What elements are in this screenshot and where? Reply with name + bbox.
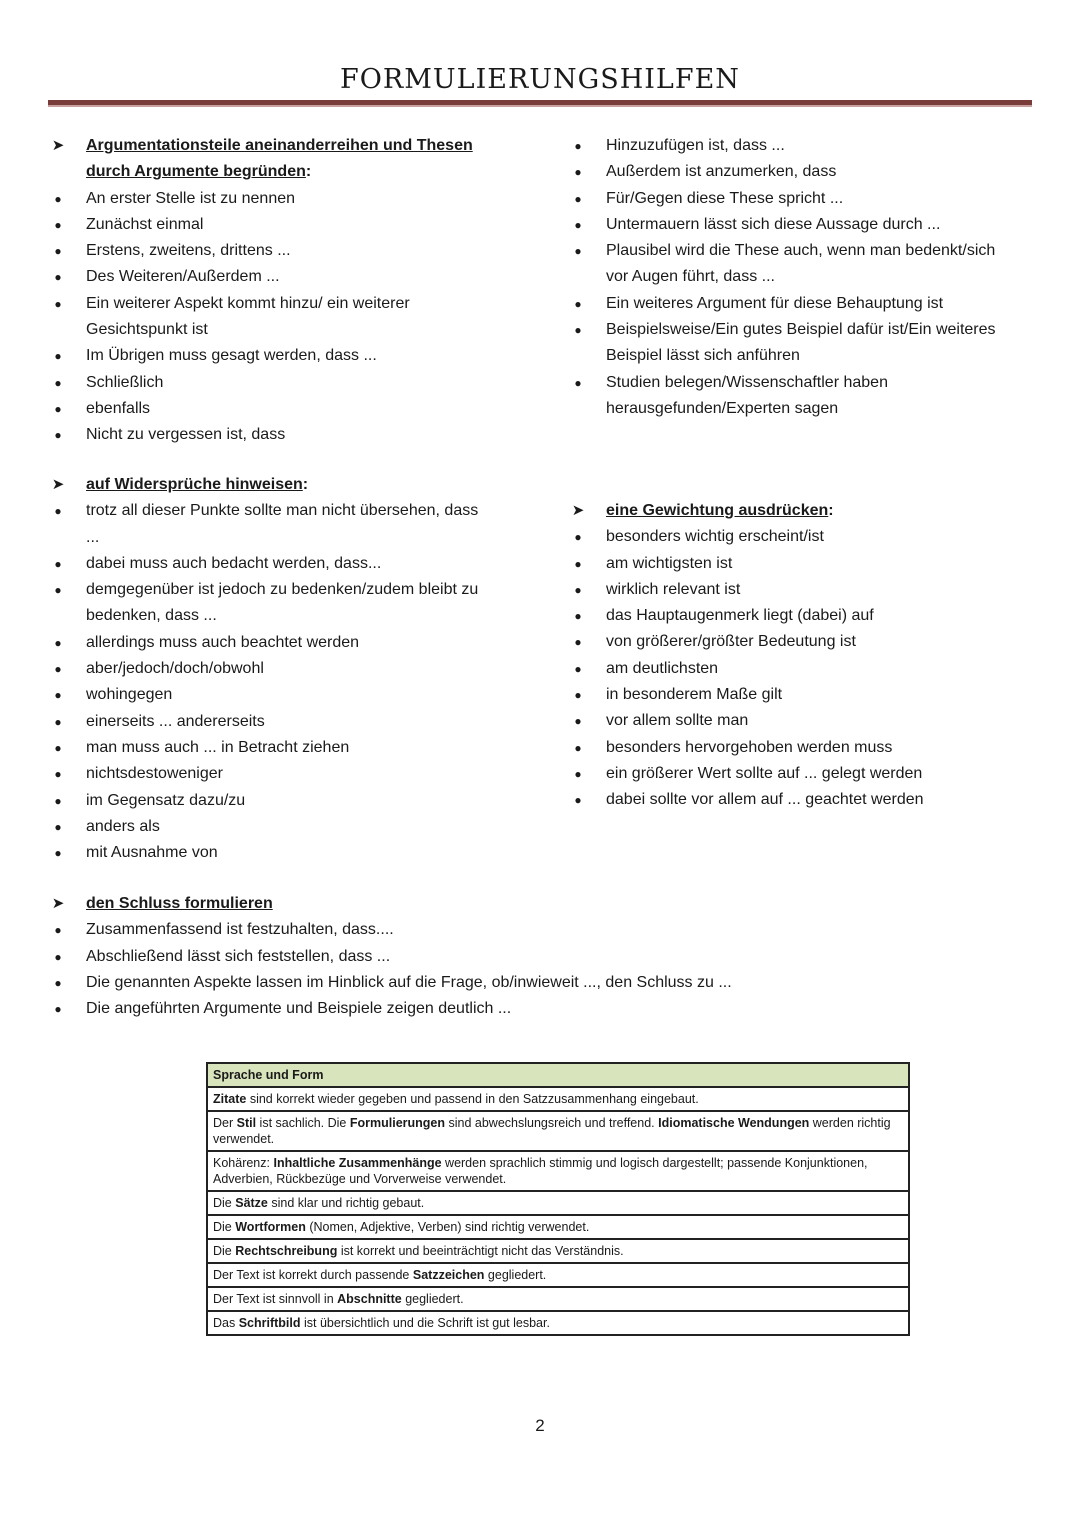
bullet-icon: ● (54, 793, 62, 808)
table-row (208, 1110, 908, 1150)
table-cell-text: werden richtig verwendet. (213, 1116, 891, 1146)
list-item-text: aber/jedoch/doch/obwohl (86, 660, 264, 678)
bullet-icon: ● (54, 1002, 62, 1017)
page-number: 2 (535, 1416, 545, 1435)
list-item (50, 525, 530, 551)
list-item (50, 917, 1030, 943)
bullet-icon: ● (574, 217, 582, 232)
bullet-icon: ● (54, 949, 62, 964)
list-item-text: demgegenüber ist jedoch zu bedenken/zudem bleibt zu (86, 581, 479, 599)
table-cell-text: Stil (236, 1116, 257, 1130)
bullet-icon: ● (54, 296, 62, 311)
list-item (50, 944, 1030, 970)
list-item-text: Nicht zu vergessen ist, dass (86, 426, 286, 444)
list-item-text: man muss auch ... in Betracht ziehen (86, 738, 350, 756)
list-item (50, 264, 530, 290)
bullet-icon: ● (574, 244, 582, 259)
bullet-icon: ● (54, 975, 62, 990)
list-item-text: Beispiel lässt sich anführen (606, 347, 800, 365)
list-item-text: von größerer/größter Bedeutung ist (606, 633, 856, 651)
list-item (570, 291, 1040, 317)
list-item-text: ... (86, 528, 100, 546)
list-item-text: herausgefunden/Experten sagen (606, 399, 839, 417)
list-item-text: trotz all dieser Punkte sollte man nicht übersehen, dass (86, 502, 479, 520)
bullet-icon: ● (54, 556, 62, 571)
bullet-icon: ● (574, 556, 582, 571)
list-item (50, 291, 530, 317)
list-item-text: Abschließend lässt sich feststellen, dass ... (86, 947, 391, 965)
bullet-icon: ● (54, 846, 62, 861)
list-item (570, 656, 1040, 682)
list-item-text: ebenfalls (86, 399, 151, 417)
table-cell-text: Das (213, 1316, 239, 1330)
bullet-icon: ● (574, 740, 582, 755)
list-item (50, 814, 530, 840)
list-item-text: Die genannten Aspekte lassen im Hinblick auf die Frage, ob/inwieweit ..., den Schluss zu ... (86, 973, 732, 991)
table-cell-text: Der Text ist sinnvoll in (213, 1292, 338, 1306)
table-cell-text: Zitate (213, 1092, 247, 1106)
bullet-icon: ● (54, 401, 62, 416)
table-row (208, 1190, 908, 1214)
bullet-icon: ● (54, 244, 62, 259)
list-item (570, 264, 1040, 290)
list-item (50, 709, 530, 735)
list-item (570, 133, 1040, 159)
page-title: FORMULIERUNGSHILFEN (340, 64, 740, 95)
list-item-text: anders als (86, 817, 160, 835)
section-conclusion (50, 891, 1030, 1022)
list-item-text: Ein weiteres Argument für diese Behauptung ist (606, 294, 944, 312)
bullet-icon: ● (574, 139, 582, 153)
bullet-icon: ● (54, 375, 62, 390)
list-item (570, 159, 1040, 185)
list-item-text: besonders wichtig erscheint/ist (606, 528, 824, 546)
list-item (570, 577, 1040, 603)
table-row (208, 1238, 908, 1262)
list-item (570, 682, 1040, 708)
list-item (50, 212, 530, 238)
list-item (570, 551, 1040, 577)
list-item-text: Schließlich (86, 373, 164, 391)
list-item-text: Für/Gegen diese These spricht ... (606, 189, 844, 207)
section-weighting (570, 498, 1040, 814)
list-item-text: wirklich relevant ist (606, 580, 741, 598)
bullet-icon: ● (54, 504, 62, 519)
list-item-text: Untermauern lässt sich diese Aussage durch ... (606, 215, 941, 233)
bullet-icon: ● (54, 714, 62, 729)
table-cell-text: Abschnitte (337, 1292, 402, 1306)
bullet-icon: ● (574, 714, 582, 729)
list-item-text: ein größerer Wert sollte auf ... gelegt werden (606, 764, 923, 782)
table-cell-text: Der (213, 1116, 237, 1130)
list-item (570, 708, 1040, 734)
list-item (570, 761, 1040, 787)
list-item-text: Hinzuzufügen ist, dass ... (606, 137, 785, 154)
section-heading: ➤ auf Widersprüche hinweisen: (50, 472, 530, 498)
bullet-icon: ● (574, 375, 582, 390)
list-item-text: vor Augen führt, dass ... (606, 268, 775, 286)
table-cell-text: Schriftbild (238, 1316, 301, 1330)
bullet-icon: ● (574, 530, 582, 545)
list-item (570, 396, 1040, 422)
bullet-icon: ● (574, 323, 582, 338)
list-item-text: allerdings muss auch beachtet werden (86, 633, 360, 651)
table-cell-text: Satzzeichen (412, 1268, 485, 1282)
table-cell-text: Die (213, 1220, 236, 1234)
list-item-text: am wichtigsten ist (606, 554, 733, 572)
arrow-bullet-icon: ➤ (571, 502, 585, 519)
table-cell-text: Rechtschreibung (235, 1244, 338, 1258)
list-item-text: Außerdem ist anzumerken, dass (606, 163, 837, 181)
bullet-icon: ● (54, 191, 62, 206)
bullet-icon: ● (54, 349, 62, 364)
section-heading: ➤ eine Gewichtung ausdrücken: (570, 498, 1040, 524)
table-cell-text: Formulierungen (349, 1116, 446, 1130)
list-item (50, 788, 530, 814)
list-item (570, 735, 1040, 761)
list-item-text: Die angeführten Argumente und Beispiele zeigen deutlich ... (86, 1000, 512, 1018)
bullet-icon: ● (574, 688, 582, 703)
list-item (50, 656, 530, 682)
table-cell-text: Idiomatische Wendungen (658, 1116, 810, 1130)
list-item-text: bedenken, dass ... (86, 607, 217, 625)
table-cell-text: Die (213, 1196, 236, 1210)
bullet-icon: ● (574, 165, 582, 180)
bullet-icon: ● (54, 428, 62, 443)
list-item (50, 840, 530, 866)
list-item-text: Des Weiteren/Außerdem ... (86, 268, 280, 286)
table-cell-text: gegliedert. (484, 1268, 547, 1282)
table-cell-text: sind korrekt wieder gegeben und passend in den Satzzusammenhang eingebaut. (246, 1092, 699, 1106)
list-item (570, 524, 1040, 550)
list-item (50, 343, 530, 369)
table-cell-text: Wortformen (235, 1220, 306, 1234)
list-item (570, 343, 1040, 369)
list-item (50, 422, 530, 448)
table-cell-text: Kohärenz: (213, 1156, 274, 1170)
list-item (50, 970, 1030, 996)
table-row (208, 1310, 908, 1334)
list-item (570, 603, 1040, 629)
table-cell-text: Sätze (235, 1196, 268, 1210)
list-item-text: dabei muss auch bedacht werden, dass... (86, 554, 382, 572)
list-item (50, 682, 530, 708)
list-item (50, 603, 530, 629)
list-item-text: Zunächst einmal (86, 215, 204, 233)
list-item (570, 238, 1040, 264)
list-item (570, 186, 1040, 212)
list-item-text: Studien belegen/Wissenschaftler haben (606, 373, 888, 391)
bullet-icon: ● (54, 583, 62, 598)
bullet-icon: ● (574, 582, 582, 597)
list-item-text: Ein weiterer Aspekt kommt hinzu/ ein weiterer (86, 294, 410, 312)
list-item-text: vor allem sollte man (606, 712, 749, 730)
list-item (50, 498, 530, 524)
arrow-bullet-icon: ➤ (51, 895, 65, 912)
list-item (570, 212, 1040, 238)
list-item (50, 761, 530, 787)
list-item (50, 996, 1030, 1022)
bullet-icon: ● (54, 923, 62, 938)
table-cell-text: Die (213, 1244, 236, 1258)
list-item (50, 551, 530, 577)
title-divider (48, 100, 1032, 107)
list-item-text: in besonderem Maße gilt (606, 686, 783, 704)
bullet-icon: ● (54, 635, 62, 650)
bullet-icon: ● (574, 609, 582, 624)
table-row (208, 1086, 908, 1110)
table-row (208, 1262, 908, 1286)
table-cell-text: sind abwechslungsreich und treffend. (445, 1116, 659, 1130)
list-item (50, 396, 530, 422)
bullet-icon: ● (574, 635, 582, 650)
bullet-icon: ● (574, 661, 582, 676)
list-item-text: einerseits ... andererseits (86, 712, 265, 730)
bullet-icon: ● (54, 662, 62, 677)
list-item-text: Plausibel wird die These auch, wenn man bedenkt/sich (606, 242, 996, 260)
list-item-text: Gesichtspunkt ist (86, 321, 208, 339)
section-heading: durch Argumente begründen: (86, 163, 312, 181)
table-cell-text: (Nomen, Adjektive, Verben) sind richtig verwendet. (305, 1220, 590, 1234)
list-item (50, 577, 530, 603)
table-row (208, 1286, 908, 1310)
arrow-bullet-icon: ➤ (51, 137, 65, 154)
list-item (570, 787, 1040, 813)
list-item (570, 370, 1040, 396)
table-cell-text: Der Text ist korrekt durch passende (213, 1268, 413, 1282)
table-cell-text: Inhaltliche Zusammenhänge (273, 1156, 442, 1170)
list-item (570, 629, 1040, 655)
table-cell-text: sind klar und richtig gebaut. (267, 1196, 425, 1210)
criteria-table (206, 1062, 910, 1336)
table-cell-text: ist korrekt und beeinträchtigt nicht das Verständnis. (337, 1244, 624, 1258)
bullet-icon: ● (574, 296, 582, 311)
table-row (208, 1150, 908, 1190)
arrow-bullet-icon: ➤ (51, 476, 65, 493)
list-item-text: dabei sollte vor allem auf ... geachtet werden (606, 791, 924, 809)
table-row (208, 1214, 908, 1238)
table-cell-text: ist übersichtlich und die Schrift ist gut lesbar. (300, 1316, 550, 1330)
list-item-text: am deutlichsten (606, 659, 719, 677)
list-item (50, 370, 530, 396)
list-item (50, 630, 530, 656)
table-cell-text: werden sprachlich stimmig und logisch dargestellt; passende Konjunktionen, Adverbien, Rückbezüge und Vorverweise verwendet. (213, 1156, 868, 1186)
list-item (50, 238, 530, 264)
section-heading: ➤ den Schluss formulieren (50, 891, 1030, 917)
bullet-icon: ● (574, 766, 582, 781)
list-item-text: im Gegensatz dazu/zu (86, 791, 246, 809)
bullet-icon: ● (54, 217, 62, 232)
list-item (570, 317, 1040, 343)
bullet-icon: ● (54, 688, 62, 703)
section-arguments (50, 133, 530, 449)
section-arguments-continued (570, 133, 1040, 422)
bullet-icon: ● (54, 767, 62, 782)
bullet-icon: ● (574, 191, 582, 206)
table-cell-text: gegliedert. (401, 1292, 464, 1306)
list-item-text: Beispielsweise/Ein gutes Beispiel dafür ist/Ein weiteres (606, 321, 996, 339)
section-heading: ➤ Argumentationsteile aneinanderreihen und Thesen (50, 133, 530, 159)
list-item-text: besonders hervorgehoben werden muss (606, 738, 893, 756)
list-item-text: mit Ausnahme von (86, 844, 218, 862)
table-header: Sprache und Form (208, 1064, 908, 1086)
table-cell-text: ist sachlich. Die (256, 1116, 350, 1130)
list-item (50, 735, 530, 761)
list-item-text: Zusammenfassend ist festzuhalten, dass.... (86, 921, 394, 939)
list-item (50, 317, 530, 343)
list-item-text: An erster Stelle ist zu nennen (86, 189, 296, 207)
bullet-icon: ● (574, 793, 582, 808)
list-item-text: Erstens, zweitens, drittens ... (86, 242, 291, 260)
list-item-text: wohingegen (86, 686, 173, 704)
bullet-icon: ● (54, 819, 62, 834)
list-item-text: nichtsdestoweniger (86, 765, 223, 783)
bullet-icon: ● (54, 740, 62, 755)
section-contradictions (50, 472, 530, 866)
list-item-text: das Hauptaugenmerk liegt (dabei) auf (606, 607, 874, 625)
list-item (50, 186, 530, 212)
list-item-text: Im Übrigen muss gesagt werden, dass ... (86, 347, 377, 365)
bullet-icon: ● (54, 270, 62, 285)
